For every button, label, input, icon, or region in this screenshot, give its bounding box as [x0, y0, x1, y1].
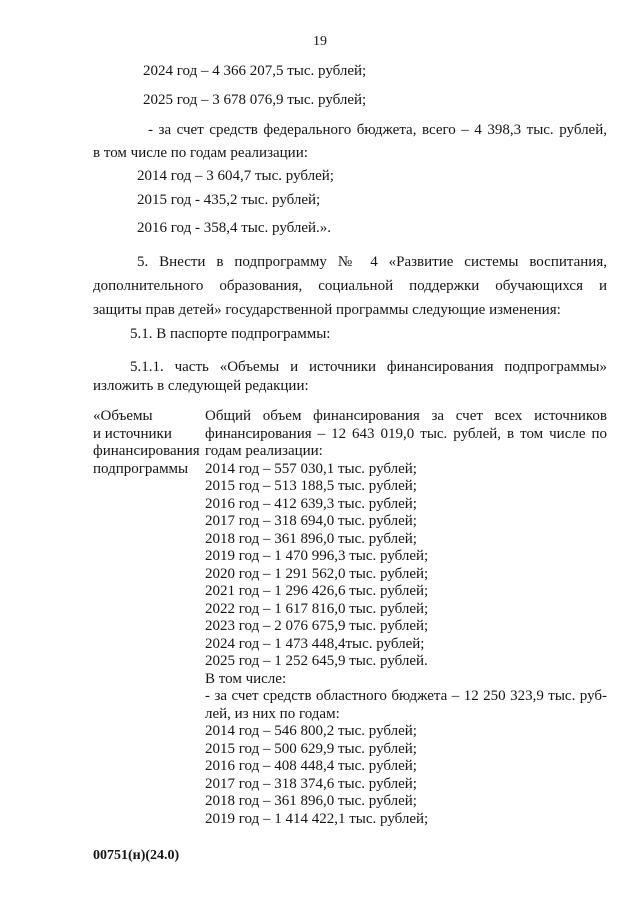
total-year-line: 2019 год – 1 470 996,3 тыс. рублей; [205, 548, 429, 564]
document-code: 00751(н)(24.0) [93, 848, 180, 863]
regional-budget-line: - за счет средств областного бюджета – 12 250 323,9 тыс. руб- [205, 688, 607, 704]
in-total-label: В том числе: [205, 670, 287, 687]
page-number: 19 [313, 34, 327, 49]
text-line-2024: 2024 год – 4 366 207,5 тыс. рублей; [143, 63, 367, 79]
item5-line2: дополнительного образования, социальной поддержки обучающихся и [93, 278, 607, 294]
item51-heading: 5.1. В паспорте подпрограммы: [130, 326, 331, 342]
regional-year-line: 2017 год – 318 374,6 тыс. рублей; [205, 775, 417, 792]
field-label-line: и источники [93, 425, 172, 442]
federal-year-2016: 2016 год - 358,4 тыс. рублей.». [137, 220, 332, 236]
regional-year-line: 2015 год – 500 629,9 тыс. рублей; [205, 740, 417, 757]
total-year-line: 2014 год – 557 030,1 тыс. рублей; [205, 460, 417, 477]
passport-field-value [205, 408, 607, 828]
text-line-2025: 2025 год – 3 678 076,9 тыс. рублей; [143, 92, 367, 108]
regional-budget-line-cont: лей, из них по годам: [205, 705, 340, 722]
total-year-line: 2017 год – 318 694,0 тыс. рублей; [205, 513, 417, 529]
regional-year-line: 2019 год – 1 414 422,1 тыс. рублей; [205, 810, 429, 827]
item511-line1: 5.1.1. часть «Объемы и источники финансирования подпрограммы» [130, 359, 607, 375]
federal-budget-line: - за счет средств федерального бюджета, всего – 4 398,3 тыс. рублей, [148, 122, 607, 138]
regional-year-line: 2014 год – 546 800,2 тыс. рублей; [205, 723, 417, 739]
field-label-line: подпрограммы [93, 460, 189, 477]
field-label-line: финансирования [93, 443, 200, 459]
total-year-line: 2020 год – 1 291 562,0 тыс. рублей; [205, 565, 429, 582]
total-year-line: 2024 год – 1 473 448,4тыс. рублей; [205, 635, 425, 652]
federal-budget-line-cont: в том числе по годам реализации: [93, 145, 308, 161]
total-year-line: 2015 год – 513 188,5 тыс. рублей; [205, 478, 417, 494]
total-year-line: 2022 год – 1 617 816,0 тыс. рублей; [205, 600, 429, 617]
total-year-line: 2016 год – 412 639,3 тыс. рублей; [205, 495, 417, 512]
federal-year-2014: 2014 год – 3 604,7 тыс. рублей; [137, 168, 334, 184]
total-year-line: 2021 год – 1 296 426,6 тыс. рублей; [205, 583, 429, 599]
federal-year-2015: 2015 год - 435,2 тыс. рублей; [137, 192, 321, 208]
field-label-line: «Объемы [93, 408, 153, 424]
item511-line2: изложить в следующей редакции: [93, 378, 309, 394]
total-year-line: 2023 год – 2 076 675,9 тыс. рублей; [205, 618, 429, 634]
regional-year-line: 2016 год – 408 448,4 тыс. рублей; [205, 758, 417, 774]
total-intro-line: Общий объем финансирования за счет всех источников [205, 408, 607, 424]
item5-line3: защиты прав детей» государственной программы следующие изменения: [93, 302, 561, 318]
total-year-line: 2018 год – 361 896,0 тыс. рублей; [205, 530, 417, 547]
item5-line1: 5. Внести в подпрограмму № 4 «Развитие системы воспитания, [137, 254, 607, 270]
regional-year-line: 2018 год – 361 896,0 тыс. рублей; [205, 793, 417, 809]
passport-field-label [93, 408, 205, 478]
total-year-line: 2025 год – 1 252 645,9 тыс. рублей. [205, 653, 428, 669]
total-intro-line: финансирования – 12 643 019,0 тыс. рублей, в том числе по [205, 425, 607, 442]
total-intro-line: годам реализации: [205, 443, 323, 459]
